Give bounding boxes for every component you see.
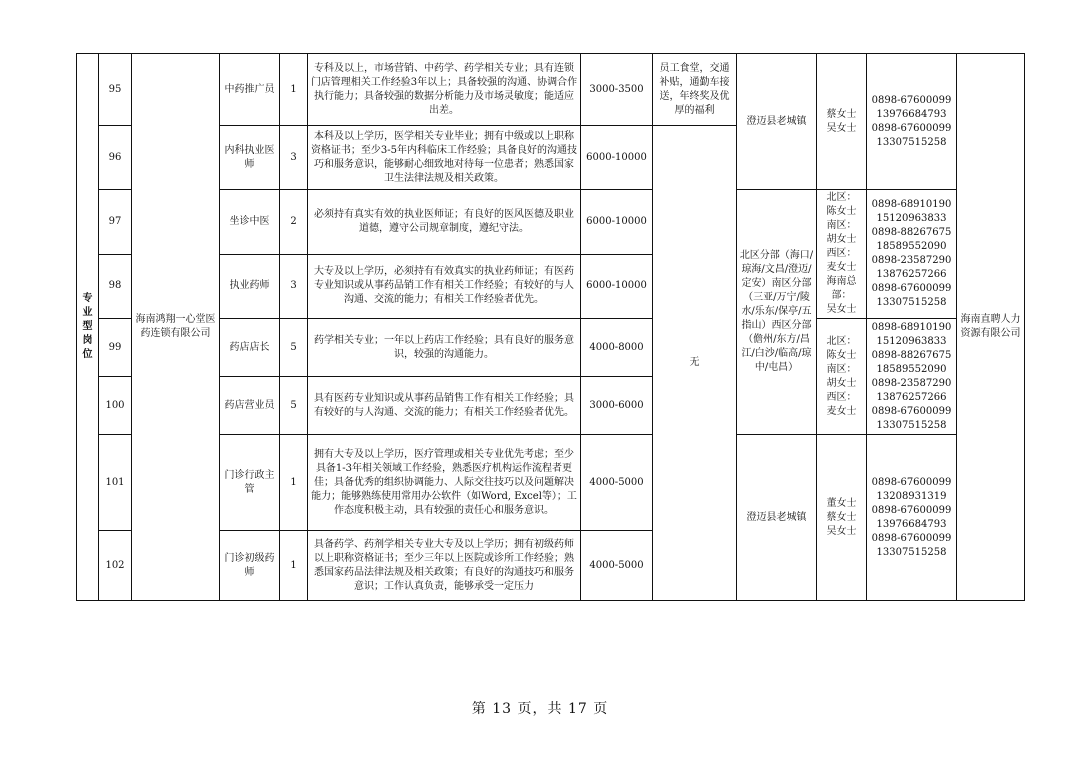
requirements-cell: 专科及以上，市场营销、中药学、药学相关专业；具有连锁门店管理相关工作经验3年以上；具备较强的沟通、协调合作执行能力；具备较强的数据分析能力及市场灵敏度；能适应出差。: [308, 54, 581, 126]
salary-cell: 6000-10000: [581, 190, 653, 255]
row-number: 98: [99, 254, 132, 319]
recruitment-table: [76, 53, 1025, 601]
row-number: 100: [99, 377, 132, 435]
salary-cell: 3000-6000: [581, 377, 653, 435]
row-number: 99: [99, 319, 132, 377]
contact-person-cell: 董女士 蔡女士 吴女士: [817, 435, 867, 601]
requirements-cell: 必须持有真实有效的执业医师证；有良好的医风医德及职业道德，遵守公司规章制度，遵纪守法。: [308, 190, 581, 255]
count-cell: 5: [280, 319, 308, 377]
requirements-cell: 本科及以上学历，医学相关专业毕业；拥有中级或以上职称资格证书；至少3-5年内科临床工作经验；具备良好的沟通技巧和服务意识，能够耐心细致地对待每一位患者；熟悉国家卫生法律法规及相关政策。: [308, 126, 581, 190]
count-cell: 1: [280, 531, 308, 601]
count-cell: 3: [280, 126, 308, 190]
row-number: 101: [99, 435, 132, 531]
count-cell: 1: [280, 435, 308, 531]
row-number: 102: [99, 531, 132, 601]
salary-cell: 6000-10000: [581, 126, 653, 190]
position-cell: 中药推广员: [220, 54, 280, 126]
table-row: [77, 319, 1025, 377]
requirements-cell: 拥有大专及以上学历，医疗管理或相关专业优先考虑；至少具备1-3年相关领域工作经验，熟悉医疗机构运作流程者更佳；具备优秀的组织协调能力、人际交往技巧以及问题解决能力；能够熟练使用常用办公软件（如Word, Excel等）；工作态度积极主动，具有较强的责任心和服务意识。: [308, 435, 581, 531]
company-cell: 海南鸿翔一心堂医药连锁有限公司: [132, 54, 220, 601]
requirements-cell: 具有医药专业知识或从事药品销售工作有相关工作经验；具有较好的与人沟通、交流的能力；有相关工作经验者优先。: [308, 377, 581, 435]
position-cell: 药店店长: [220, 319, 280, 377]
phone-cell: 0898-67600099 13208931319 0898-67600099 13976684793 0898-67600099 13307515258: [867, 435, 957, 601]
count-cell: 1: [280, 54, 308, 126]
phone-cell: 0898-67600099 13976684793 0898-67600099 13307515258: [867, 54, 957, 190]
salary-cell: 6000-10000: [581, 254, 653, 319]
salary-cell: 4000-8000: [581, 319, 653, 377]
count-cell: 2: [280, 190, 308, 255]
requirements-cell: 具备药学、药剂学相关专业大专及以上学历；拥有初级药师以上职称资格证书；至少三年以上医院或诊所工作经验；熟悉国家药品法律法规及相关政策；有良好的沟通技巧和服务意识；工作认真负责，能够承受一定压力: [308, 531, 581, 601]
table-row: [77, 190, 1025, 255]
position-cell: 门诊行政主管: [220, 435, 280, 531]
table-row: [77, 435, 1025, 531]
row-number: 96: [99, 126, 132, 190]
position-cell: 门诊初级药师: [220, 531, 280, 601]
contact-person-cell: 蔡女士 吴女士: [817, 54, 867, 190]
row-number: 97: [99, 190, 132, 255]
phone-cell: 0898-68910190 15120963833 0898-88267675 18589552090 0898-23587290 13876257266 0898-67600099 13307515258: [867, 319, 957, 435]
position-cell: 坐诊中医: [220, 190, 280, 255]
row-number: 95: [99, 54, 132, 126]
contact-person-cell: 北区： 陈女士 南区： 胡女士 西区： 麦女士: [817, 319, 867, 435]
recruiter-cell: 海南直聘人力资源有限公司: [957, 54, 1025, 601]
salary-cell: 3000-3500: [581, 54, 653, 126]
position-cell: 执业药师: [220, 254, 280, 319]
salary-cell: 4000-5000: [581, 531, 653, 601]
requirements-cell: 药学相关专业；一年以上药店工作经验；具有良好的服务意识，较强的沟通能力。: [308, 319, 581, 377]
position-cell: 药店营业员: [220, 377, 280, 435]
location-cell: 澄迈县老城镇: [737, 435, 817, 601]
benefits-cell: 员工食堂，交通补贴，通勤车接送，年终奖及优厚的福利: [653, 54, 737, 126]
location-cell: 澄迈县老城镇: [737, 54, 817, 190]
contact-person-cell: 北区： 陈女士 南区： 胡女士 西区： 麦女士 海南总部： 吴女士: [817, 190, 867, 319]
benefits-cell: 无: [653, 126, 737, 601]
count-cell: 5: [280, 377, 308, 435]
location-cell: 北区分部（海口/琼海/文昌/澄迈/定安）南区分部（三亚/万宁/陵水/乐东/保亭/五指山）西区分部（儋州/东方/昌江/白沙/临高/琼中/屯昌）: [737, 190, 817, 435]
category-cell: 专业型岗位: [77, 54, 99, 601]
phone-cell: 0898-68910190 15120963833 0898-88267675 18589552090 0898-23587290 13876257266 0898-67600099 13307515258: [867, 190, 957, 319]
page-footer: 第 13 页，共 17 页: [471, 701, 609, 717]
table-row: [77, 54, 1025, 126]
requirements-cell: 大专及以上学历，必须持有有效真实的执业药师证；有医药专业知识或从事药品销工作有相关工作经验；有较好的与人沟通、交流的能力；有相关工作经验者优先。: [308, 254, 581, 319]
position-cell: 内科执业医师: [220, 126, 280, 190]
salary-cell: 4000-5000: [581, 435, 653, 531]
count-cell: 3: [280, 254, 308, 319]
